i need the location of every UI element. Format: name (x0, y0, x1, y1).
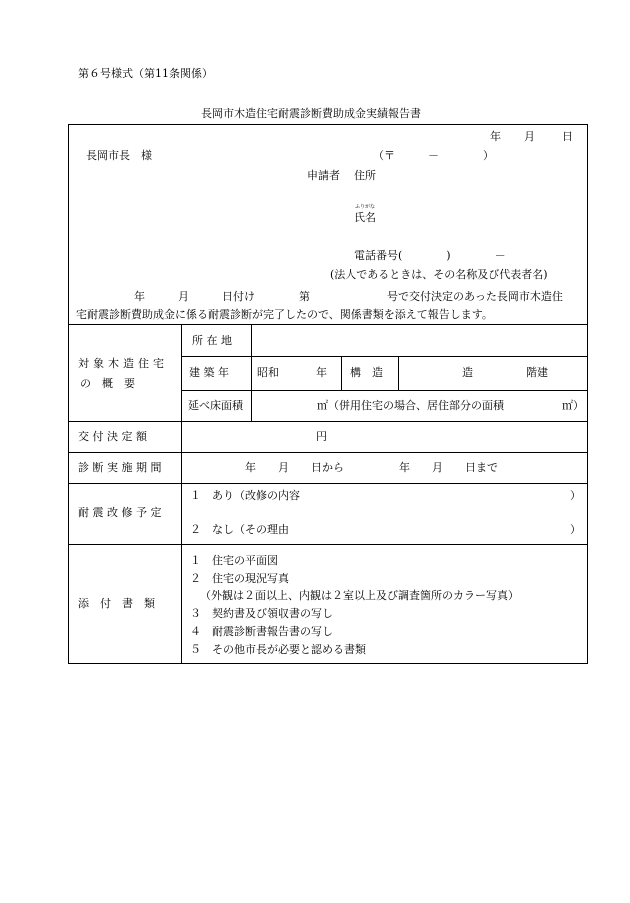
built-era: 昭和 (257, 366, 279, 379)
date-year: 年 (490, 130, 501, 143)
structure-label: 構 造 (350, 366, 383, 379)
floors-unit: 階建 (526, 366, 548, 379)
attachment-item: ２ 住宅の現況写真 (190, 572, 289, 585)
divider-location (181, 356, 588, 357)
floor-area-unit: ㎡（併用住宅の場合、居住部分の面積 (317, 399, 504, 412)
target-house-label-sub: の 概 要 (80, 377, 135, 390)
attachment-item: １ 住宅の平面図 (190, 554, 278, 567)
divider-period (68, 483, 588, 484)
structure-right-divider (398, 356, 399, 390)
statement-line-1: 年 月 日付け 第 号で交付決定のあった長岡市木造住 (134, 290, 563, 303)
attachment-item: ３ 契約書及び領収書の写し (190, 607, 333, 620)
attachment-item: ５ その他市長が必要と認める書類 (190, 643, 366, 656)
name-ruby: ふりがな (355, 204, 376, 210)
statement-line-2: 宅耐震診断費助成金に係る耐震診断が完了したので、関係書類を添えて報告します。 (76, 308, 493, 321)
structure-left-divider (341, 356, 342, 390)
divider-built-year (181, 390, 588, 391)
name-label: 氏名 (354, 211, 376, 224)
form-number: 第６号様式（第11条関係） (78, 67, 213, 80)
divider-grant (68, 452, 588, 453)
period-label: 診 断 実 施 期 間 (78, 461, 162, 474)
addressee: 長岡市長 様 (86, 149, 152, 162)
built-year-label: 建 築 年 (189, 366, 229, 379)
attachments-label: 添 付 書 類 (78, 597, 155, 610)
period-text: 年 月 日から 年 月 日まで (245, 461, 498, 474)
retrofit-yes-close: ） (570, 489, 581, 502)
built-year-unit: 年 (316, 366, 327, 379)
grant-unit: 円 (316, 430, 327, 443)
address-label: 住所 (354, 169, 376, 182)
phone-label: 電話番号( ) － (354, 249, 506, 262)
target-house-label: 対象木造住宅 (78, 357, 168, 370)
attachment-item: ４ 耐震診断書報告書の写し (190, 625, 333, 638)
applicant-label: 申請者 (307, 169, 340, 182)
structure-unit: 造 (462, 366, 473, 379)
retrofit-label: 耐 震 改 修 予 定 (78, 506, 162, 519)
divider-overview (68, 421, 588, 422)
retrofit-yes: １ あり（改修の内容 (190, 489, 300, 502)
attachment-item-note: （外観は２面以上、内観は２室以上及び調査箇所のカラー写真） (200, 589, 519, 602)
floor-area-unit-end: ㎡） (562, 399, 584, 412)
report-form (68, 124, 588, 664)
document-title: 長岡市木造住宅耐震診断費助成金実績報告書 (201, 107, 421, 120)
floor-area-label: 延べ床面積 (188, 399, 243, 412)
label-column-divider (181, 324, 182, 664)
date-month: 月 (524, 130, 535, 143)
postal-code: （〒 － ） (373, 149, 494, 162)
retrofit-no-close: ） (570, 523, 581, 536)
corporate-note: (法人であるときは、その名称及び代表者名) (330, 268, 548, 281)
retrofit-no: ２ なし（その理由 (190, 523, 289, 536)
sublabel-column-divider (251, 324, 252, 421)
grant-label: 交 付 決 定 額 (78, 430, 147, 443)
divider-retrofit (68, 544, 588, 545)
location-label: 所 在 地 (192, 334, 232, 347)
date-day: 日 (562, 130, 573, 143)
divider-header (68, 324, 588, 325)
